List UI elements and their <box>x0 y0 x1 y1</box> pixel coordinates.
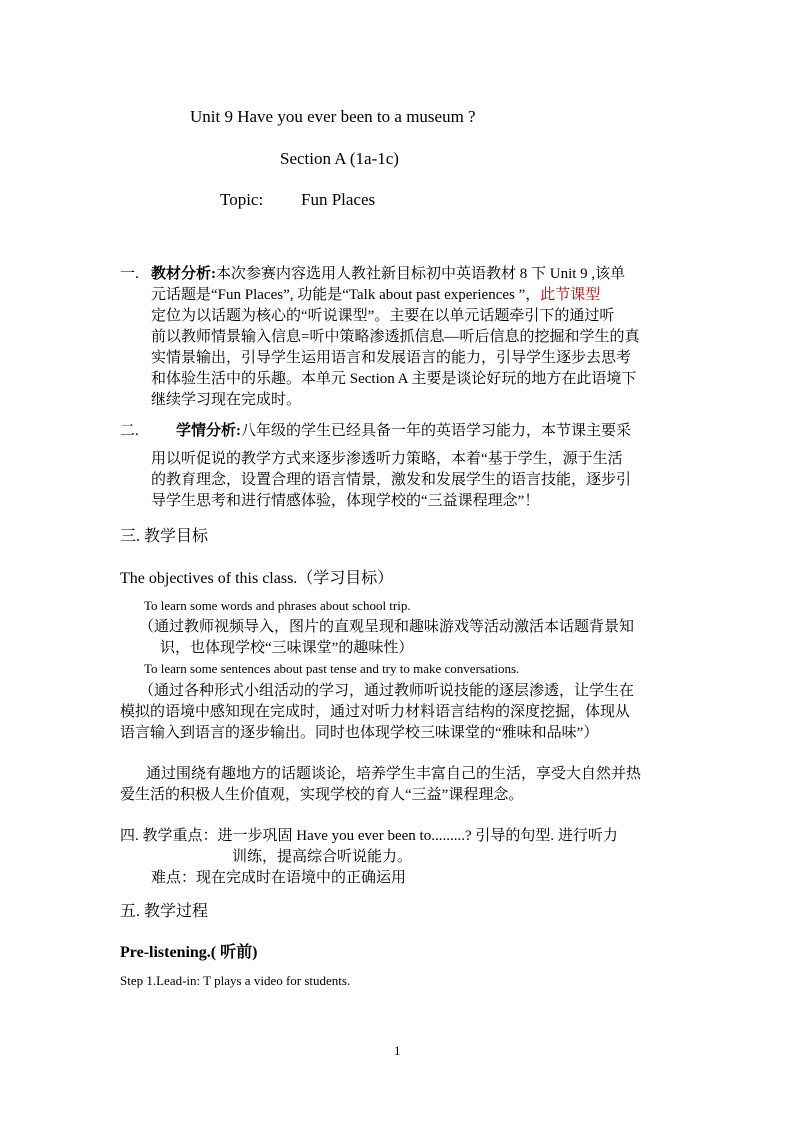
part3-heading: 三. 教学目标 <box>120 528 209 545</box>
part1-text-6: 和体验生活中的乐趣。本单元 Section A 主要是谈论好玩的地方在此语境下 <box>151 371 637 387</box>
objective-2-cn-b: 模拟的语境中感知现在完成时，通过对听力材料语言结构的深度挖掘，体现从 <box>120 704 631 720</box>
part2-label: 学情分析: <box>176 423 241 439</box>
topic-label: Topic: <box>220 190 264 209</box>
part2-text-4: 导学生思考和进行情感体验，体现学校的“三益课程理念”！ <box>151 493 540 509</box>
part2-text-2: 用以听促说的教学方式来逐步渗透听力策略，本着“基于学生，源于生活 <box>151 451 623 467</box>
part1-number: 一. <box>120 266 139 282</box>
pre-listening-heading: Pre-listening.( 听前) <box>120 944 258 961</box>
page-number: 1 <box>394 1043 401 1058</box>
objective-2-cn-a: （通过各种形式小组活动的学习，通过教师听说技能的逐层渗透，让学生在 <box>139 683 635 699</box>
objective-2-en: To learn some sentences about past tense and try to make conversations. <box>144 661 520 676</box>
part4-line-3: 难点：现在完成时在语境中的正确运用 <box>151 870 407 886</box>
part2-text-3: 的教育理念，设置合理的语言情景，激发和发展学生的语言技能，逐步引 <box>151 472 632 488</box>
objective-1-cn-a: （通过教师视频导入，图片的直观呈现和趣味游戏等活动激活本话题背景知 <box>139 619 635 635</box>
values-para-b: 爱生活的积极人生价值观，实现学校的育人“三益”课程理念。 <box>120 787 524 803</box>
topic-value: Fun Places <box>301 190 376 209</box>
unit-title: Unit 9 Have you ever been to a museum ? <box>190 107 476 126</box>
part1-text-3: 定位为以话题为核心的“听说课型”。主要在以单元话题牵引下的通过听 <box>151 308 615 324</box>
objective-1-cn-b: 识，也体现学校“三味课堂”的趣味性） <box>160 640 414 656</box>
part4-line-1: 四. 教学重点：进一步巩固 Have you ever been to.........? 引导的句型. 进行听力 <box>120 828 618 844</box>
part1-line <box>151 264 625 285</box>
part2-number: 二. <box>120 423 139 439</box>
part1-text-2-red: 此节课型 <box>540 287 601 303</box>
part2-line <box>176 421 631 442</box>
part5-heading: 五. 教学过程 <box>120 903 209 920</box>
part2-text-1: 八年级的学生已经具备一年的英语学习能力，本节课主要采 <box>241 423 632 439</box>
part4-line-2: 训练，提高综合听说能力。 <box>232 849 413 865</box>
objective-2-cn-c: 语言输入到语言的逐步输出。同时也体现学校三味课堂的“雅味和品味”） <box>120 725 599 741</box>
objective-1-en: To learn some words and phrases about school trip. <box>144 598 411 613</box>
part1-text-2: 元话题是“Fun Places”, 功能是“Talk about past experiences ”， <box>151 287 541 303</box>
part1-text-1: 本次参赛内容选用人教社新目标初中英语教材 8 下 Unit 9 ,该单 <box>216 266 626 282</box>
part1-text-4: 前以教师情景输入信息=听中策略渗透抓信息—听后信息的挖掘和学生的真 <box>151 329 640 345</box>
part1-line <box>151 285 600 306</box>
step-1: Step 1.Lead-in: T plays a video for students. <box>120 973 351 988</box>
objectives-title: The objectives of this class.（学习目标） <box>120 570 394 587</box>
section-title: Section A (1a-1c) <box>280 149 399 168</box>
part1-text-7: 继续学习现在完成时。 <box>151 392 302 408</box>
values-para-a: 通过围绕有趣地方的话题谈论，培养学生丰富自己的生活，享受大自然并热 <box>146 766 642 782</box>
part1-label: 教材分析: <box>151 266 216 282</box>
part1-text-5: 实情景输出，引导学生运用语言和发展语言的能力，引导学生逐步去思考 <box>151 350 632 366</box>
